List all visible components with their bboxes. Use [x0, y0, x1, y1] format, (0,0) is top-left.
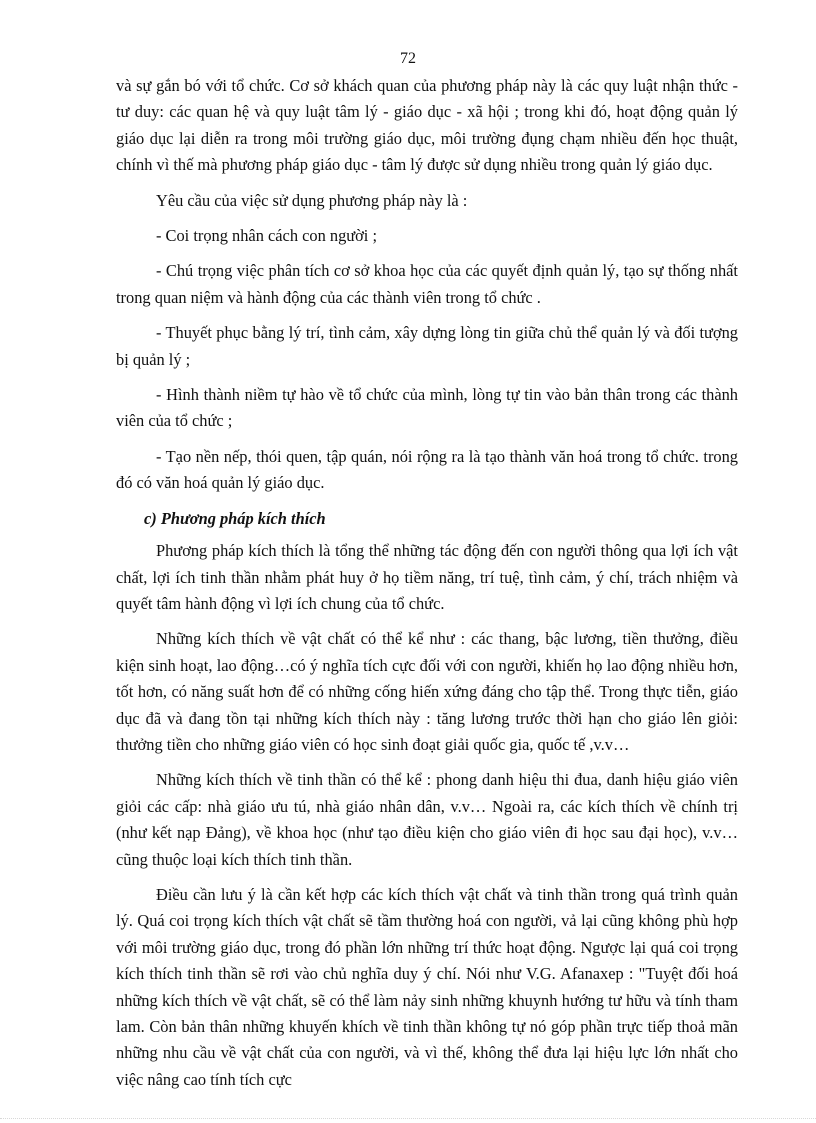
list-item-persuasion: - Thuyết phục bằng lý trí, tình cảm, xây dựng lòng tin giữa chủ thể quản lý và đối tượng bị quản lý ;: [116, 323, 738, 369]
page-bottom-divider: [0, 1118, 816, 1119]
section-heading: c) Phương pháp kích thích: [144, 508, 326, 528]
list-item-scientific-basis: - Chú trọng việc phân tích cơ sở khoa học của các quyết định quản lý, tạo sự thống nhất trong quan niệm và hành động của các thành viên trong tổ chức .: [116, 261, 738, 307]
paragraph-requirements-intro: Yêu cầu của việc sử dụng phương pháp này là :: [156, 190, 468, 210]
page-number: 72: [400, 50, 416, 67]
paragraph-continuation: và sự gắn bó với tổ chức. Cơ sở khách quan của phương pháp này là các quy luật nhận thức - tư duy: các quan hệ và quy luật tâm lý - giáo dục - xã hội ; trong khi đó, hoạt động quản lý giáo dục lại diễn ra trong môi trường giáo dục, môi trường đụng chạm nhiều đến học thuật, chính vì thế mà phương pháp giáo dục - tâm lý được sử dụng nhiều trong quản lý giáo dục.: [116, 76, 738, 175]
list-item-culture: - Tạo nền nếp, thói quen, tập quán, nói rộng ra là tạo thành văn hoá trong tổ chức. trong đó có văn hoá quản lý giáo dục.: [116, 446, 738, 493]
paragraph-definition: Phương pháp kích thích là tổng thể những tác động đến con người thông qua lợi ích vật chất, lợi ích tinh thần nhằm phát huy ở họ tiềm năng, trí tuệ, tình cảm, ý chí, trách nhiệm và quyết tâm hành động vì lợi ích chung của tổ chức.: [116, 541, 738, 613]
paragraph-spiritual-incentives: Những kích thích về tinh thần có thể kể : phong danh hiệu thi đua, danh hiệu giáo viên giỏi các cấp: nhà giáo ưu tú, nhà giáo nhân dân, v.v… Ngoài ra, các kích thích về chính trị (như kết nạp Đảng), về khoa học (như tạo điều kiện cho giáo viên đi học sau đại học), v.v… cũng thuộc loại kích thích tinh thần.: [116, 770, 738, 869]
list-item-pride: - Hình thành niềm tự hào về tổ chức của mình, lòng tự tin vào bản thân trong các thành viên của tổ chức ;: [116, 385, 738, 431]
document-body: [116, 73, 738, 1102]
paragraph-material-incentives: Những kích thích về vật chất có thể kể như : các thang, bậc lương, tiền thưởng, điều kiện sinh hoạt, lao động…có ý nghĩa tích cực đối với con người, khiến họ lao động nhiều hơn, tốt hơn, có năng suất hơn để có những cống hiến xứng đáng cho tập thể. Trong thực tiễn, giáo dục đã và đang tồn tại những kích thích này : tăng lương trước thời hạn cho giáo lên giỏi: thưởng tiền cho những giáo viên có học sinh đoạt giải quốc gia, quốc tế ,v.v…: [116, 629, 738, 754]
paragraph-combination-note: Điều cần lưu ý là cần kết hợp các kích thích vật chất và tinh thần trong quá trình quản lý. Quá coi trọng kích thích vật chất sẽ tầm thường hoá con người, vả lại cũng không phù hợp với môi trường giáo dục, trong đó phần lớn những trí thức hoạt động. Ngược lại quá coi trọng kích thích tinh thần sẽ rơi vào chủ nghĩa duy ý chí. Nói như V.G. Afanaxep : "Tuyệt đối hoá những kích thích về vật chất, sẽ có thể làm nảy sinh những khuynh hướng tư hữu và tính tham lam. Còn bản thân những khuyến khích về tinh thần không tự nó góp phần trực tiếp thoả mãn những nhu cầu về vật chất của con người, và vì thế, không thể đưa lại hiệu lực lớn nhất cho việc nâng cao tính tích cực: [116, 884, 738, 1089]
list-item-personality: - Coi trọng nhân cách con người ;: [156, 226, 378, 246]
